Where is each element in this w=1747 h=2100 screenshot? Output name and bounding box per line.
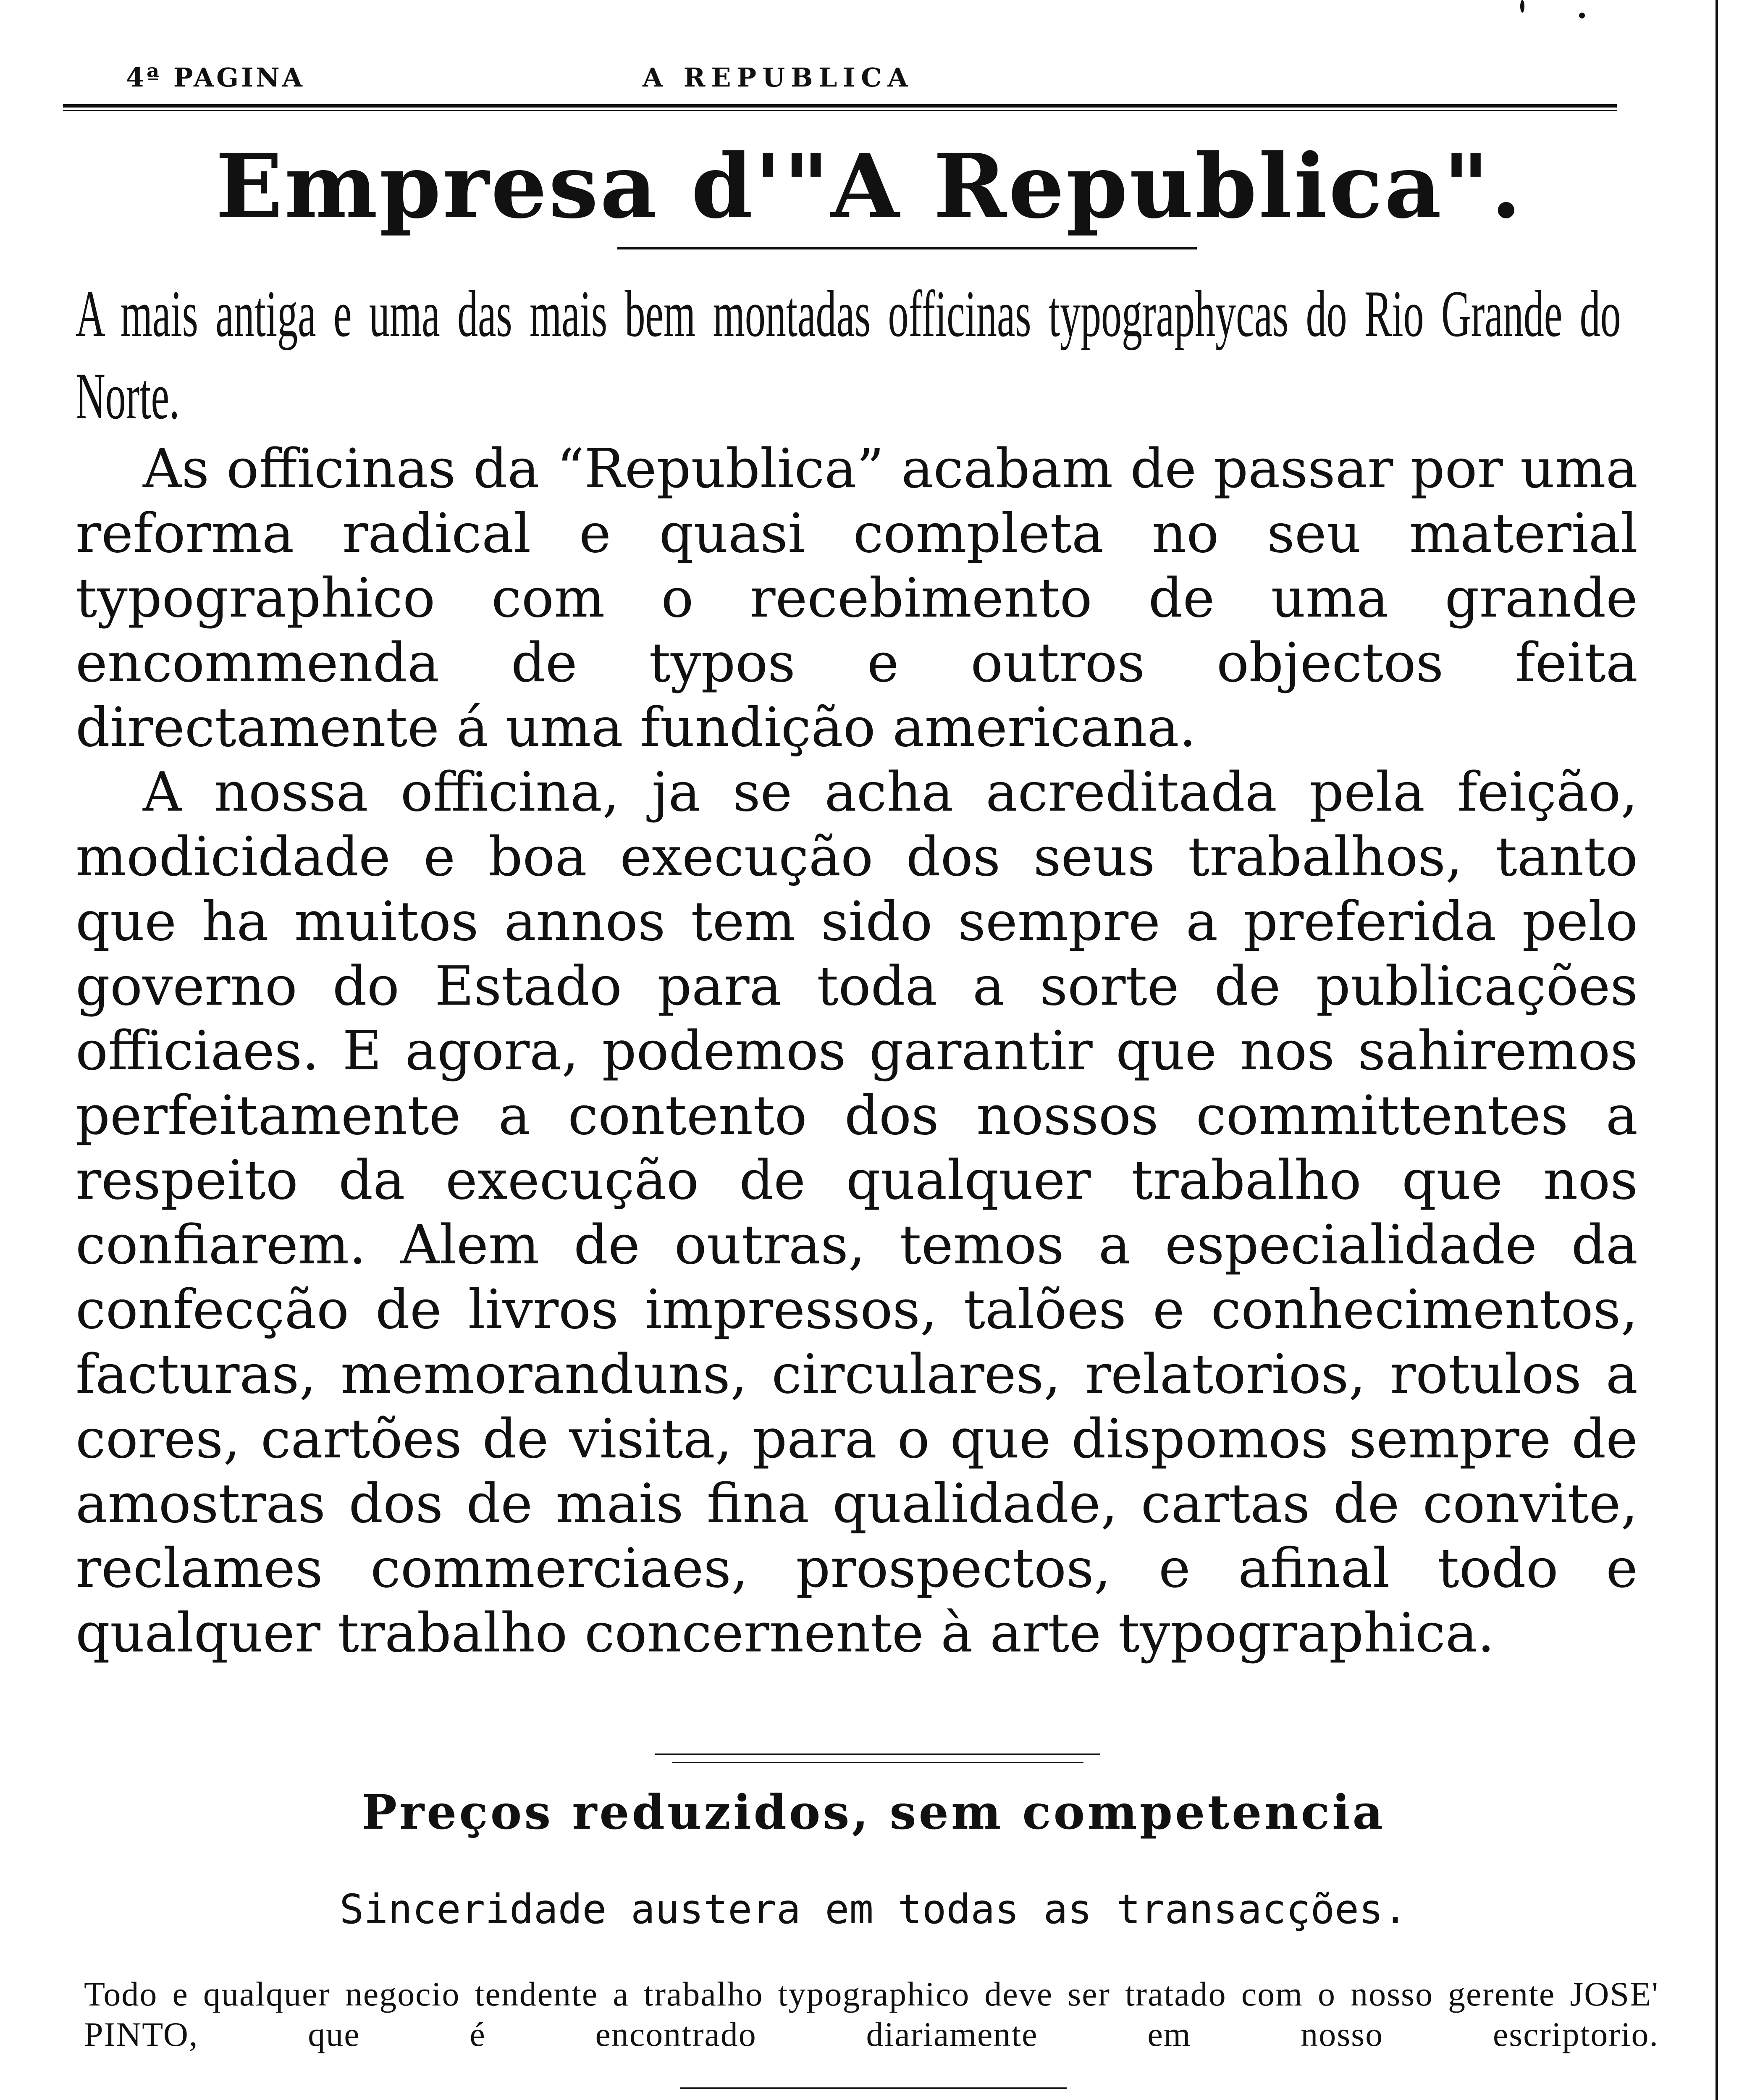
speck [1520, 0, 1524, 13]
intro-text: A mais antiga e uma das mais bem montadas officinas typographycas do Rio Grande do Norte. [76, 277, 1621, 433]
article-body [76, 437, 1638, 1666]
header-rule-thin [63, 110, 1617, 111]
page-number: 4ª PAGINA [126, 62, 305, 93]
speck [1579, 13, 1585, 18]
sincerity-line: Sinceridade austera em todas as transacções. [339, 1886, 1408, 1933]
title-rule [617, 247, 1197, 249]
header-rule [63, 104, 1617, 108]
paragraph-2: A nossa officina, ja se acha acreditada pela feição, modicidade e boa execução dos seus trabalhos, tanto que ha muitos annos tem sido sempre a preferida pelo governo do Estado para toda a sorte de publicações officiaes. E agora, podemos garantir que nos sahiremos perfeitamente a contento dos nossos committentes a respeito da execução de qualquer trabalho que nos confiarem. Alem de outras, temos a especialidade da confecção de livros impressos, talões e conhecimentos, facturas, memoranduns, circulares, relatorios, rotulos a cores, cartões de visita, para o que dispomos sempre de amostras dos de mais fina qualidade, cartas de convite, reclames commerciaes, prospectos, e afinal todo e qualquer trabalho concernente à arte typographica. [76, 761, 1638, 1664]
newspaper-name: A REPUBLICA [643, 62, 914, 93]
divider-rule-2 [672, 1762, 1083, 1763]
contact-notice: Todo e qualquer negocio tendente a trabalho typographico deve ser tratado com o nosso gerente JOSE' PINTO, que é encontrado diariamente em nosso escriptorio. [84, 1975, 1659, 2053]
paragraph-1: As officinas da “Republica” acabam de passar por uma reforma radical e quasi completa no seu material typographico com o recebimento de uma grande encommenda de typos e outros objectos feita directamente á uma fundição americana. [76, 438, 1638, 759]
page-header [67, 62, 1613, 100]
ornament-rule [680, 2087, 1067, 2089]
page-title: Empresa d'"A Republica". [215, 134, 1523, 238]
divider-rule [655, 1754, 1100, 1755]
slogan: Preços reduzidos, sem competencia [361, 1785, 1386, 1840]
page-edge-line [1716, 0, 1718, 2100]
